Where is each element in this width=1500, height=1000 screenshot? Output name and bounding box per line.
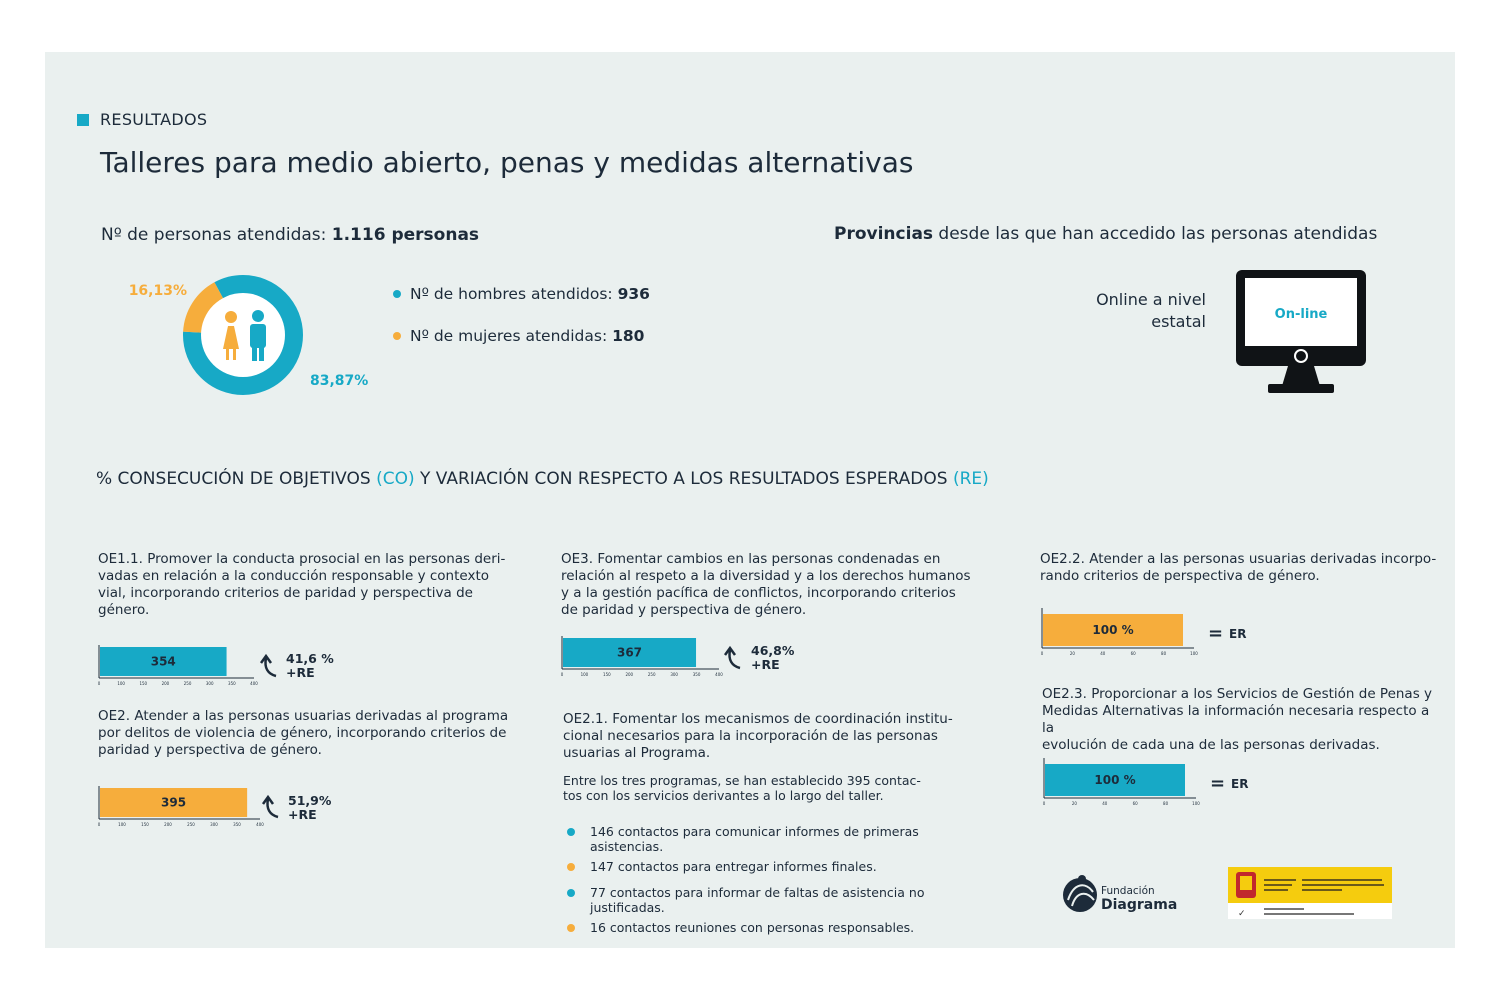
men-label: Nº de hombres atendidos: bbox=[410, 285, 618, 303]
section-marker bbox=[77, 114, 89, 126]
bar-value-label: 354 bbox=[150, 654, 176, 669]
oe23-equals: = bbox=[1210, 773, 1226, 794]
bar-value-label: 395 bbox=[161, 795, 187, 810]
legend-men-dot bbox=[393, 290, 401, 298]
bar-tick-label: 400 bbox=[250, 681, 258, 686]
section-label: RESULTADOS bbox=[100, 110, 208, 129]
bullet-dot bbox=[567, 924, 575, 932]
oe3-text: OE3. Fomentar cambios en las personas condenadas en relación al respeto a la diversidad y a los derechos humanos y a la gestión pacífica de conflictos, incorporando criterios de paridad y perspectiva de género. bbox=[561, 551, 971, 618]
objectives-header-co: (CO) bbox=[376, 469, 415, 489]
bar-tick-label: 20 bbox=[1071, 801, 1077, 806]
legend-men bbox=[393, 285, 650, 303]
oe22-bar-chart bbox=[1040, 607, 1198, 659]
bar-tick-label: 350 bbox=[233, 822, 241, 827]
bar-tick-label: 300 bbox=[210, 822, 218, 827]
bar-tick-label: 250 bbox=[183, 681, 192, 686]
oe11-re: +RE bbox=[286, 665, 315, 680]
attended-header bbox=[101, 225, 479, 245]
government-logo bbox=[1228, 867, 1392, 919]
bar-tick-label: 60 bbox=[1132, 801, 1138, 806]
bullet-text: 16 contactos reuniones con personas responsables. bbox=[590, 920, 915, 935]
bar-tick-label: 300 bbox=[205, 681, 214, 686]
objectives-header-re: (RE) bbox=[952, 469, 989, 489]
objectives-header-part2: Y VARIACIÓN CON RESPECTO A LOS RESULTADOS ESPERADOS bbox=[414, 469, 953, 489]
women-value: 180 bbox=[612, 327, 645, 345]
bar-tick-label: 400 bbox=[256, 822, 264, 827]
bar-tick-label: 350 bbox=[228, 681, 236, 686]
bar-tick-label: 200 bbox=[625, 672, 634, 677]
oe11-text: OE1.1. Promover la conducta prosocial en las personas deri- vadas en relación a la conducción responsable y contexto vial, incorporando criterios de paridad y perspectiva de género. bbox=[98, 551, 506, 618]
bar-tick-label: 0 bbox=[1042, 801, 1046, 806]
oe3-variation bbox=[751, 644, 794, 672]
bullet-dot bbox=[567, 863, 575, 871]
oe3-bar-chart bbox=[560, 635, 725, 677]
oe2-text: OE2. Atender a las personas usuarias derivadas al programa por delitos de violencia de género, incorporando criterios de paridad y perspectiva de género. bbox=[98, 708, 509, 758]
bar-tick-label: 100 bbox=[580, 672, 589, 677]
gender-donut-chart bbox=[120, 262, 390, 407]
oe23-text: OE2.3. Proporcionar a los Servicios de Gestión de Penas y Medidas Alternativas la información necesaria respecto a la evolución de cada una de las personas derivadas. bbox=[1042, 686, 1433, 753]
legend-women bbox=[393, 327, 644, 345]
objectives-header bbox=[96, 469, 989, 489]
attended-value: 1.116 personas bbox=[331, 225, 480, 245]
bar-tick-label: 250 bbox=[187, 822, 195, 827]
bar-tick-label: 100 bbox=[1192, 801, 1200, 806]
women-label: Nº de mujeres atendidas: bbox=[410, 327, 613, 345]
bar-tick-label: 80 bbox=[1161, 651, 1167, 656]
bar-tick-label: 150 bbox=[139, 681, 148, 686]
bar-tick-label: 0 bbox=[97, 681, 101, 686]
bullet-dot bbox=[567, 889, 575, 897]
bullet-text: 147 contactos para entregar informes finales. bbox=[590, 859, 877, 874]
page-title: Talleres para medio abierto, penas y medidas alternativas bbox=[100, 146, 914, 179]
oe11-arrow-icon bbox=[258, 654, 282, 680]
bar-tick-label: 40 bbox=[1102, 801, 1108, 806]
online-screen-text: On-line bbox=[1274, 307, 1328, 322]
provinces-rest: desde las que han accedido las personas atendidas bbox=[933, 224, 1378, 244]
monitor-icon bbox=[1234, 268, 1368, 396]
oe3-re: +RE bbox=[751, 657, 780, 672]
bar-value-label: 100 % bbox=[1092, 623, 1134, 637]
bar-tick-label: 100 bbox=[118, 822, 126, 827]
objectives-header-part1: % CONSECUCIÓN DE OBJETIVOS bbox=[96, 469, 377, 489]
donut-center bbox=[201, 293, 285, 377]
oe21-intro: Entre los tres programas, se han establecido 395 contac- tos con los servicios derivantes a lo largo del taller. bbox=[563, 773, 921, 803]
oe3-pct: 46,8% bbox=[751, 643, 795, 658]
bar-tick-label: 100 bbox=[117, 681, 125, 686]
provinces-bold: Provincias bbox=[834, 224, 934, 244]
bar-tick-label: 150 bbox=[603, 672, 611, 677]
online-line1: Online a nivel bbox=[1096, 290, 1206, 309]
bar-tick-label: 60 bbox=[1130, 651, 1136, 656]
oe2-variation bbox=[288, 794, 331, 822]
bar-tick-label: 200 bbox=[164, 822, 172, 827]
provinces-header bbox=[834, 224, 1377, 244]
bar-tick-label: 100 bbox=[1190, 651, 1198, 656]
women-pct-label: 16,13% bbox=[128, 283, 187, 299]
bar-tick-label: 80 bbox=[1163, 801, 1169, 806]
oe11-bar-chart bbox=[97, 643, 262, 685]
bar-tick-label: 300 bbox=[670, 672, 678, 677]
oe23-bar-chart bbox=[1042, 757, 1200, 809]
bar-value-label: 100 % bbox=[1094, 773, 1136, 787]
oe22-text: OE2.2. Atender a las personas usuarias derivadas incorpo- rando criterios de perspectiva de género. bbox=[1040, 551, 1437, 584]
bar-tick-label: 0 bbox=[1040, 651, 1044, 656]
bar-tick-label: 0 bbox=[97, 822, 101, 827]
oe22-er: ER bbox=[1229, 627, 1247, 641]
oe11-variation bbox=[286, 652, 334, 680]
bar-tick-label: 150 bbox=[141, 822, 149, 827]
oe2-re: +RE bbox=[288, 807, 317, 822]
bar-tick-label: 200 bbox=[161, 681, 170, 686]
bullet-dot bbox=[567, 828, 575, 836]
legend-women-dot bbox=[393, 332, 401, 340]
oe2-arrow-icon bbox=[260, 795, 284, 821]
oe3-arrow-icon bbox=[722, 646, 746, 672]
bar-tick-label: 350 bbox=[692, 672, 701, 677]
bullet-text: 77 contactos para informar de faltas de asistencia no justificadas. bbox=[590, 885, 925, 915]
online-line2: estatal bbox=[1151, 312, 1206, 331]
bar-tick-label: 20 bbox=[1069, 651, 1075, 656]
bullet-text: 146 contactos para comunicar informes de primeras asistencias. bbox=[590, 824, 919, 854]
bar-tick-label: 0 bbox=[560, 672, 564, 677]
oe2-bar-chart bbox=[97, 785, 262, 827]
oe21-text: OE2.1. Fomentar los mecanismos de coordinación institu- cional necesarios para la incorporación de las personas usuarias al Programa. bbox=[563, 711, 953, 761]
logo-diagrama: Diagrama bbox=[1101, 897, 1178, 913]
online-caption bbox=[1096, 289, 1206, 333]
men-pct-label: 83,87% bbox=[310, 373, 369, 389]
logo-fundacion: Fundación bbox=[1101, 885, 1155, 897]
bar-tick-label: 40 bbox=[1100, 651, 1106, 656]
men-value: 936 bbox=[617, 285, 650, 303]
bar-value-label: 367 bbox=[616, 645, 643, 660]
oe23-er: ER bbox=[1231, 777, 1249, 791]
attended-label: Nº de personas atendidas: bbox=[101, 225, 332, 245]
svg-text:✓: ✓ bbox=[1238, 909, 1246, 919]
fundacion-diagrama-logo-icon bbox=[1060, 872, 1102, 916]
oe22-equals: = bbox=[1208, 623, 1224, 644]
oe2-pct: 51,9% bbox=[288, 793, 332, 808]
fundacion-diagrama-logo-text bbox=[1101, 884, 1177, 912]
oe11-pct: 41,6 % bbox=[286, 651, 334, 666]
bar-tick-label: 250 bbox=[647, 672, 656, 677]
bar-tick-label: 400 bbox=[715, 672, 723, 677]
